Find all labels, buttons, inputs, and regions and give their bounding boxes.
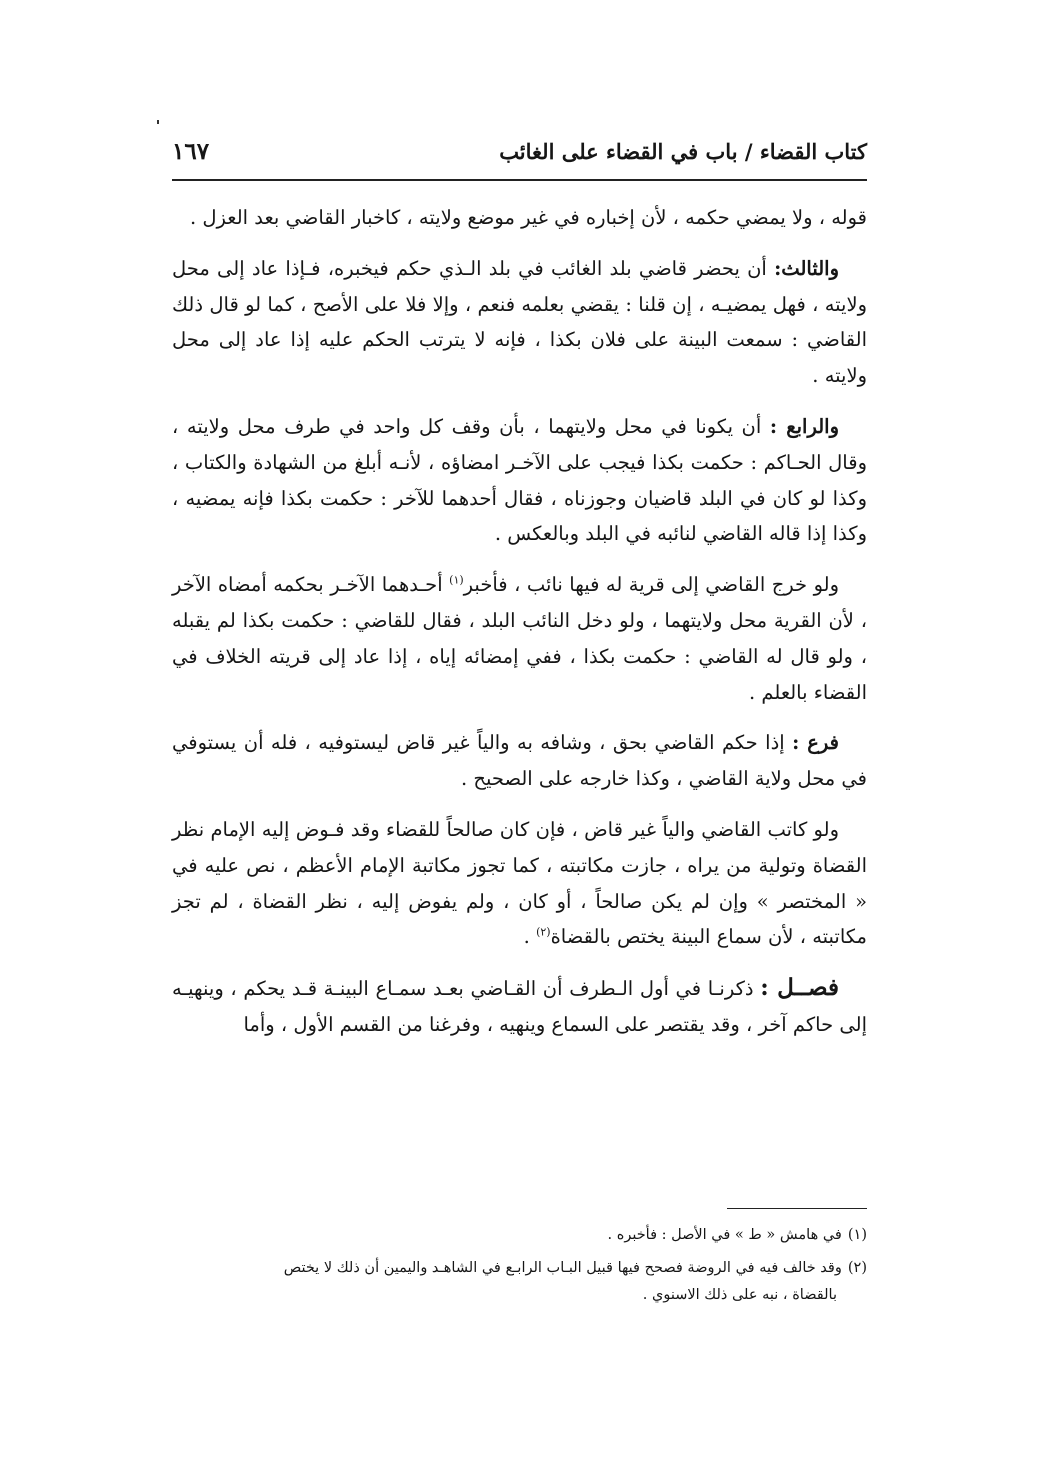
footnote-1-text: في هامش « ط » في الأصل : فأخبره . — [607, 1227, 842, 1243]
footnote-1-number: (١) — [847, 1227, 867, 1243]
footnote-rule — [727, 1208, 867, 1209]
paragraph-4 — [172, 567, 867, 710]
scan-speck — [157, 120, 159, 124]
paragraph-6-text-a: ولو كاتب القاضي والياً غير قاض ، فإن كان صالحاً للقضاء وقد فـوض إليه الإمام نظر القضاة وتولية من يراه ، جازت مكاتبته ، كما تجوز مكاتبة الإمام الأعظم ، نص عليه في « المختصر » وإن لم يكن صالحاً ، أو كان ، ولم يفوض إليه ، نظر القضاة ، لم تجز مكاتبته ، لأن سماع البينة يختص بالقضاة — [172, 817, 867, 949]
paragraph-6 — [172, 812, 867, 955]
footnote-2 — [172, 1255, 867, 1309]
paragraph-3 — [172, 409, 867, 552]
body-text — [172, 200, 867, 1058]
paragraph-7-text: ذكرنـا في أول الـطرف أن القـاضي بعـد سمـاع البينـة قـد يحكم ، وينهيـه إلى حاكم آخر ، وقد يقتصر على السماع وينهيه ، وفرغنا من القسم الأول ، وأما — [172, 977, 867, 1036]
paragraph-4-text-b: أحـدهما الآخـر بحكمه أمضاه الآخر ، لأن القرية محل ولايتهما ، ولو دخل النائب البلد ، فقال للقاضي : حكمت بكذا لم يقبله ، ولو قال له القاضي : حكمت بكذا ، ففي إمضائه إياه ، إذا عاد إلى قريته الخلاف في القضاء بالعلم . — [172, 573, 867, 704]
footnote-2-continuation: بالقضاة ، نبه على ذلك الاسنوي . — [642, 1287, 837, 1303]
footnotes — [172, 1222, 867, 1315]
paragraph-7 — [172, 970, 867, 1043]
header-rule — [172, 179, 867, 181]
running-header — [172, 138, 867, 174]
footnote-2-number: (٢) — [847, 1260, 867, 1276]
paragraph-1-text: قوله ، ولا يمضي حكمه ، لأن إخباره في غير موضع ولايته ، كاخبار القاضي بعد العزل . — [189, 206, 867, 229]
paragraph-4-text-a: ولو خرج القاضي إلى قرية له فيها نائب ، فأخبر — [463, 573, 840, 597]
paragraph-3-lead: والرابع : — [769, 414, 840, 438]
footnote-ref-2: (٢) — [536, 925, 551, 939]
paragraph-1 — [172, 200, 867, 236]
header-title: كتاب القضاء / باب في القضاء على الغائب — [499, 139, 867, 164]
footnote-1 — [172, 1222, 867, 1249]
footnote-2-text: وقد خالف فيه في الروضة فصحح فيها قبيل البـاب الرابـع في الشاهـد واليمين أن ذلك لا يختص — [283, 1260, 842, 1276]
paragraph-2-lead: والثالث: — [774, 256, 839, 280]
paragraph-2-text: أن يحضر قاضي بلد الغائب في بلد الـذي حكم فيخبره، فـإذا عاد إلى محل ولايته ، فهل يمضيـه ، إن قلنا : يقضي بعلمه فنعم ، وإلا فلا على الأصح ، كما لو قال ذلك القاضي : سمعت البينة على فلان بكذا ، فإنه لا يترتب الحكم عليه إذا عاد إلى محل ولايته . — [172, 256, 867, 388]
paragraph-5-text: إذا حكم القاضي بحق ، وشافه به والياً غير قاض ليستوفيه ، فله أن يستوفي في محل ولاية القاضي ، وكذا خارجه على الصحيح . — [172, 731, 867, 791]
paragraph-5 — [172, 725, 867, 797]
paragraph-5-lead: فرع : — [792, 731, 840, 755]
paragraph-6-text-b: . — [523, 925, 537, 949]
page-number: ١٦٧ — [172, 138, 210, 165]
paragraph-7-lead: فصــل : — [760, 974, 839, 1002]
paragraph-2 — [172, 251, 867, 394]
footnote-ref-1: (١) — [449, 573, 464, 587]
paragraph-3-text: أن يكونا في محل ولايتهما ، بأن وقف كل واحد في طرف محل ولايته ، وقال الحـاكم : حكمت بكذا فيجب على الآخـر امضاؤه ، لأنـه أبلغ من الشهادة والكتاب ، وكذا لو كان في البلد قاضيان وجوزناه ، فقال أحدهما للآخر : حكمت بكذا فإنه يمضيه ، وكذا إذا قاله القاضي لنائبه في البلد وبالعكس . — [172, 414, 867, 546]
